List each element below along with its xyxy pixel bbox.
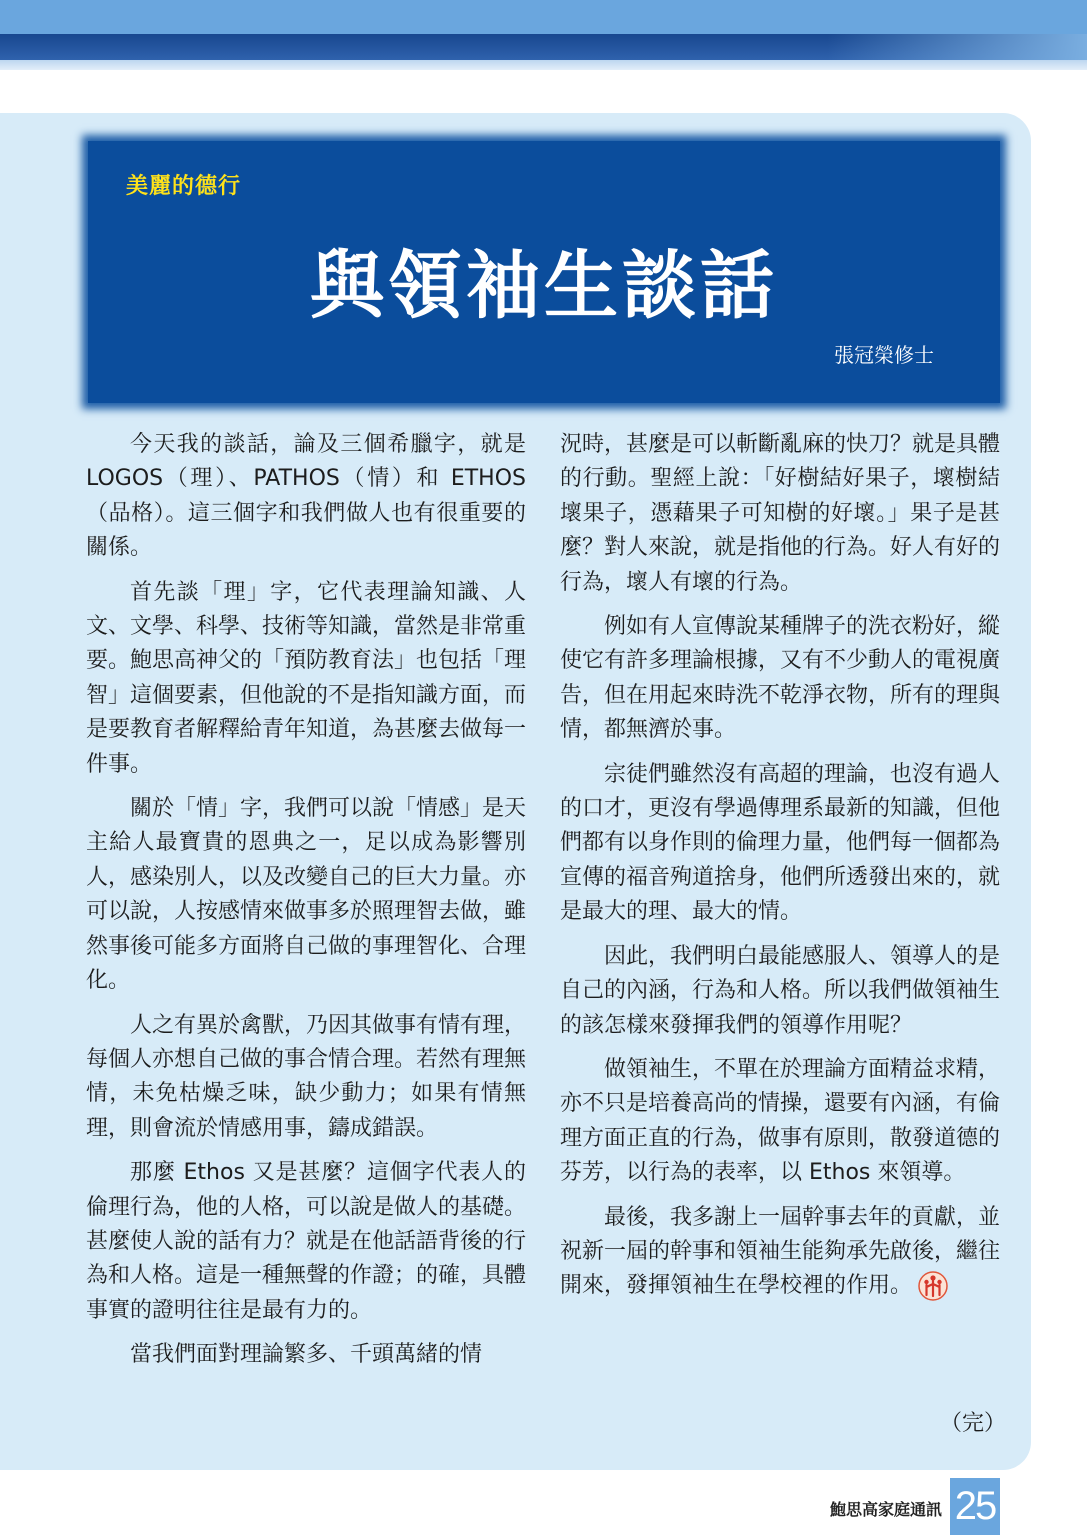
salesian-logo-icon xyxy=(918,1271,948,1301)
paragraph: 人之有異於禽獸，乃因其做事有情有理，每個人亦想自己做的事合情合理。若然有理無情，未免枯燥乏味，缺少動力；如果有情無理，則會流於情感用事，鑄成錯誤。 xyxy=(86,1012,527,1141)
author-byline: 張冠榮修士 xyxy=(834,343,934,367)
paragraph: 況時，甚麼是可以斬斷亂麻的快刀？就是具體的行動。聖經上說：「好樹結好果子，壞樹結壞果子，憑藉果子可知樹的好壞。」果子是甚麼？對人來說，就是指他的行為。好人有好的行為，壞人有壞的行為。 xyxy=(560,432,1001,595)
paragraph: 那麼 Ethos 又是甚麼？這個字代表人的倫理行為，他的人格，可以說是做人的基礎。甚麼使人說的話有力？就是在他話語背後的行為和人格。這是一種無聲的作證；的確，具體事實的證明往往是最有力的。 xyxy=(86,1160,527,1323)
band-gradient-fade xyxy=(827,34,1087,60)
paragraph-text: 最後，我多謝上一屆幹事去年的貢獻，並祝新一屆的幹事和領袖生能夠承先啟後，繼往開來，發揮領袖生在學校裡的作用。 xyxy=(560,1204,1001,1299)
paragraph: 宗徒們雖然沒有高超的理論，也沒有過人的口才，更沒有學過傳理系最新的知識，但他們都有以身作則的倫理力量，他們每一個都為宣傳的福音殉道捨身，他們所透發出來的，就是最大的理、最大的情。 xyxy=(560,761,1001,925)
paragraph-final xyxy=(560,1201,1000,1304)
top-decorative-band xyxy=(0,0,1087,70)
article-column-right xyxy=(560,428,1000,1314)
article-column-left xyxy=(86,428,526,1383)
paragraph: 當我們面對理論繁多、千頭萬緒的情 xyxy=(130,1342,483,1368)
paragraph: 因此，我們明白最能感服人、領導人的是自己的內涵，行為和人格。所以我們做領袖生的該怎樣來發揮我們的領導作用呢？ xyxy=(560,943,1001,1038)
paragraph: 例如有人宣傳說某種牌子的洗衣粉好，縱使它有許多理論根據，又有不少動人的電視廣告，但在用起來時洗不乾淨衣物，所有的理與情，都無濟於事。 xyxy=(560,614,1001,743)
paragraph: 做領袖生，不單在於理論方面精益求精，亦不只是培養高尚的情操，還要有內涵，有倫理方面正直的行為，做事有原則，散發道德的芬芳，以行為的表率，以 Ethos 來領導。 xyxy=(560,1056,1001,1186)
page-number: 25 xyxy=(954,1484,996,1528)
article-title: 與領袖生談話 xyxy=(310,243,778,329)
title-banner xyxy=(88,141,1000,403)
end-mark: （完） xyxy=(940,1411,1007,1436)
publication-name: 鮑思高家庭通訊 xyxy=(829,1500,942,1519)
paragraph: 關於「情」字，我們可以說「情感」是天主給人最寶貴的恩典之一，足以成為影響別人，感染別人，以及改變自己的巨大力量。亦可以說，人按感情來做事多於照理智去做，雖然事後可能多方面將自己做的事理智化、合理化。 xyxy=(86,796,527,994)
paragraph: 首先談「理」字，它代表理論知識、人文、文學、科學、技術等知識，當然是非常重要。鮑思高神父的「預防教育法」也包括「理智」這個要素，但他說的不是指知識方面，而是要教育者解釋給青年知道，為甚麼去做每一件事。 xyxy=(86,579,527,777)
section-label: 美麗的德行 xyxy=(126,174,242,199)
page-number-box xyxy=(950,1478,1000,1535)
paragraph: 今天我的談話，論及三個希臘字，就是 LOGOS（理）、PATHOS（情）和 ETHOS（品格）。這三個字和我們做人也有很重要的關係。 xyxy=(86,432,526,561)
